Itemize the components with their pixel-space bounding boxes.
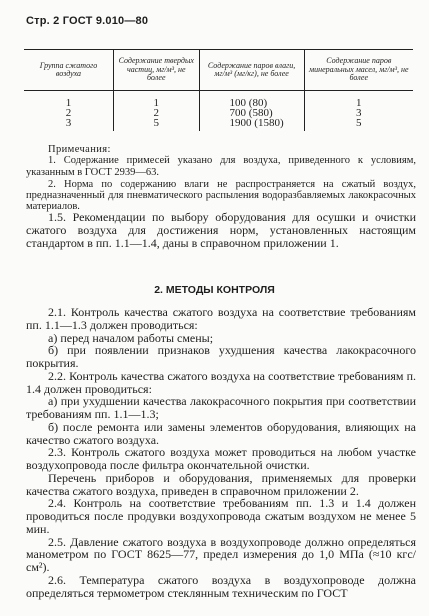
cell-mineral-oil: 1 (304, 91, 413, 109)
paragraph-2-4: 2.4. Контроль на соответствие требованиям пп. 1.3 и 1.4 должен проводиться после продувки воздухопровода сжатым воздухом не менее 5 мин. (26, 496, 416, 536)
paragraph-2-3: 2.3. Контроль сжатого воздуха может проводиться на любом участке воздухопровода после фильтра окончательной очистки. (26, 445, 416, 472)
cell-moisture: 700 (580) (199, 108, 304, 118)
cell-solid-particles: 1 (113, 91, 199, 109)
column-header-moisture: Содержание паров влаги, мг/м³ (мг/кг), не более (199, 50, 304, 91)
paragraph-2-1: 2.1. Контроль качества сжатого воздуха на соответствие требованиям пп. 1.1—1.3 должен проводиться: (26, 305, 416, 332)
paragraph-2-2: 2.2. Контроль качества сжатого воздуха на соответствие требованиям п. 1.4 должен проводиться: (26, 368, 416, 396)
cell-moisture: 1900 (1580) (199, 118, 304, 131)
paragraph-1-5-text: 1.5. Рекомендации по выбору оборудования для осушки и очистки сжатого воздуха для достижения норм, установленных настоящим стандартом в пп. 1.1—1.4, даны в справочном приложении 1. (26, 210, 416, 250)
cell-air-group: 3 (65, 117, 72, 129)
cell-mineral-oil: 5 (304, 118, 413, 131)
cell-mineral-oil: 3 (304, 108, 413, 118)
column-header-solid-particles: Содержание твердых частиц, мг/м³, не более (113, 50, 199, 91)
table-row (24, 91, 413, 109)
cell-air-group: 1 (65, 97, 72, 109)
paragraph-2-3-list: Перечень приборов и оборудования, применяемых для проверки качества сжатого воздуха, приведен в справочном приложении 2. (26, 470, 416, 498)
cell-solid-particles: 2 (113, 108, 199, 118)
paragraph-1-5 (26, 211, 416, 250)
cell-air-group: 2 (65, 107, 72, 119)
column-header-mineral-oil: Содержание паров минеральных масел, мг/м³, не более (304, 50, 413, 91)
table-row (24, 118, 413, 131)
table-notes (26, 144, 416, 213)
paragraph-2-2-a: а) при ухудшении качества лакокрасочного покрытия при соответствии требованиям пп. 1.1—1.3; (26, 394, 416, 421)
paragraph-2-2-b: б) после ремонта или замены элементов оборудования, влияющих на качество сжатого воздуха. (26, 419, 416, 447)
page-header: Стр. 2 ГОСТ 9.010—80 (26, 15, 149, 27)
cell-solid-particles: 5 (113, 118, 199, 131)
cell-moisture: 100 (80) (199, 91, 304, 109)
paragraph-2-1-a: а) перед началом работы смены; (48, 330, 214, 345)
note-2: 2. Норма по содержанию влаги не распространяется на сжатый воздух, предназначенный для пневматического распыления водоразбавляемых лакокрасочных материалов. (26, 178, 416, 213)
notes-title: Примечания: (48, 144, 111, 155)
table-row (24, 108, 413, 118)
note-1: 1. Содержание примесей указано для воздуха, приведенного к условиям, указанным в ГОСТ 2939—63. (26, 155, 416, 178)
paragraph-2-6: 2.6. Температура сжатого воздуха в воздухопроводе должна определяться термометром стеклянным техническим по ГОСТ (26, 572, 416, 600)
section-2-body (26, 306, 416, 599)
section-title: 2. МЕТОДЫ КОНТРОЛЯ (154, 284, 275, 296)
column-header-air-group: Группа сжатого воздуха (24, 50, 113, 91)
table-header-row (24, 50, 413, 91)
paragraph-2-1-b: б) при появлении признаков ухудшения качества лакокрасочного покрытия. (26, 343, 416, 370)
air-quality-norms-table (24, 49, 413, 131)
paragraph-2-5: 2.5. Давление сжатого воздуха в воздухопроводе должно определяться манометром по ГОСТ 8625—77, предел измерения до 1,0 МПа (≈10 кгс/см²). (26, 534, 416, 574)
